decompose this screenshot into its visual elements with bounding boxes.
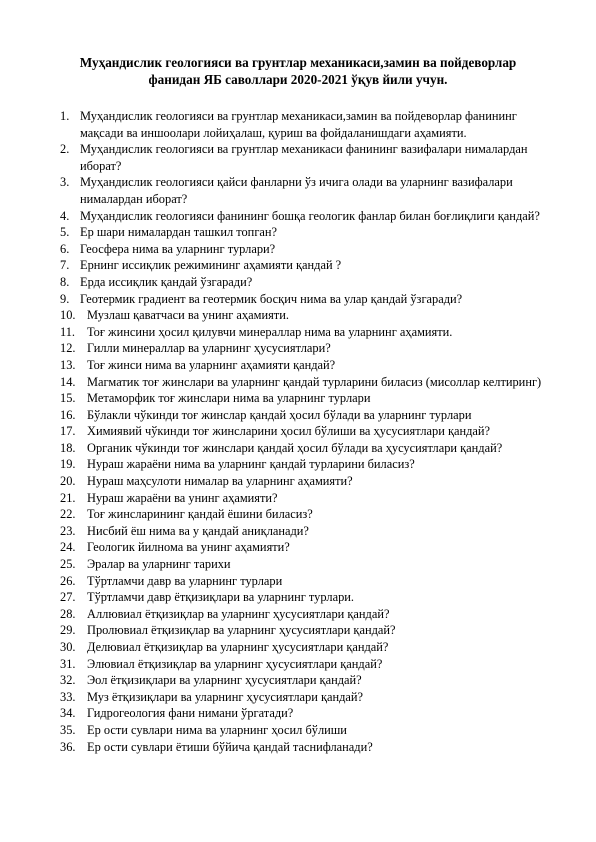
question-item [60,689,560,706]
question-text-continuation: нималардан иборат? [80,142,528,173]
question-text [87,307,560,324]
question-text-main: Аллювиал ётқизиқлар ва уларнинг ҳусусиятлари қандай? [87,606,390,621]
question-text-main: Тўртламчи давр ва уларнинг турлари [87,573,283,588]
question-text [87,473,560,490]
question-item [60,705,560,722]
question-number: 3. [60,175,70,190]
question-text [87,589,560,606]
question-item [60,490,560,507]
question-text-main: Бўлакли чўкинди тоғ жинслар қандай ҳосил бўлади ва уларнинг турлари [87,407,472,422]
question-number: 27. [60,590,76,605]
question-text-main: Нисбий ёш нима ва у қандай аниқланади? [87,523,309,538]
question-number: 1. [60,109,70,123]
question-item [60,639,560,656]
question-text-main: Геотермик градиент ва геотермик босқич нима ва улар қандай ўзгаради? [80,291,463,306]
question-number: 5. [60,225,70,240]
question-item [60,224,560,241]
question-text [80,141,560,174]
question-text [87,573,560,590]
question-text-main: Эол ётқизиқлари ва уларнинг ҳусусиятлари қандай? [87,673,362,688]
question-text [87,390,560,407]
question-number: 22. [60,507,76,522]
question-item [60,739,560,756]
question-text [87,490,560,507]
question-number: 25. [60,557,76,572]
question-text-main: Муз ётқизиқлари ва уларнинг ҳусусиятлари қандай? [87,689,364,704]
question-text-main: Муҳандислик геологияси фанининг бошқа геологик фанлар билан [80,208,431,223]
question-item [60,307,560,324]
question-item [60,473,560,490]
question-number: 23. [60,523,76,538]
question-item [60,573,560,590]
question-text-continuation: вазифалари нималардан иборат? [80,175,513,206]
question-text-main: Ер ости сувлари нима ва уларнинг ҳосил бўлиши [87,722,347,737]
question-text [87,622,560,639]
question-text [80,291,560,308]
question-text [87,722,560,739]
question-number: 32. [60,673,76,688]
document-title [60,54,536,88]
question-text-main: Метаморфик тоғ жинслари нима ва уларнинг турлари [87,391,371,406]
question-text [87,656,560,673]
question-text-main: Геосфера нима ва уларнинг турлари? [80,241,276,256]
question-item [60,407,560,424]
question-text-main: Магматик тоғ жинслари ва уларнинг қандай турларини биласиз (мисоллар [87,374,480,389]
question-text-main: Нураш жараёни нима ва уларнинг қандай турларини биласиз? [87,457,415,472]
question-item [60,589,560,606]
question-item [60,506,560,523]
question-item [60,423,560,440]
question-text-main: Муҳандислик геологияси ва грунтлар механикаси,замин ва пойдеворлар [80,109,462,123]
question-number: 2. [60,142,70,157]
question-number: 36. [60,739,76,754]
question-text-main: Тўртламчи давр ётқизиқлари ва уларнинг турлари. [87,590,355,605]
question-text [80,224,560,241]
question-number: 33. [60,689,76,704]
question-text [80,274,560,291]
question-number: 16. [60,407,76,422]
question-text [87,606,560,623]
question-text [80,241,560,258]
question-text [87,639,560,656]
question-text [87,324,560,341]
question-number: 9. [60,291,70,306]
question-text-main: Муҳандислик геологияси қайси фанларни ўз ичига олади ва уларнинг [80,175,449,190]
title-line-1: Муҳандислик геологияси ва грунтлар механикаси,замин ва пойдеворлар [79,55,517,70]
question-text [87,407,560,424]
question-text-continuation: фанининг мақсади ва иншоолари лойиҳалаш, қуриш ва фойдаланишдаги аҳамияти. [80,109,517,140]
question-item [60,174,560,207]
question-text-main: Ер шари нималардан ташкил топган? [80,225,278,240]
question-text-main: Музлаш қаватчаси ва унинг аҳамияти. [87,308,289,323]
question-text [87,739,560,756]
question-text [87,523,560,540]
question-text [87,423,560,440]
question-item [60,606,560,623]
question-text [80,208,560,225]
question-text-main: Ер ости сувлари ётиши бўйича қандай таснифланади? [87,739,373,754]
question-text [87,340,560,357]
question-number: 10. [60,308,76,323]
question-text-main: Гидрогеология фани нимани ўргатади? [87,706,294,721]
question-text [80,174,560,207]
question-item [60,274,560,291]
question-number: 18. [60,440,76,455]
question-text-continuation: боғлиқлиги қандай? [433,208,540,223]
question-item [60,257,560,274]
question-text [87,705,560,722]
question-text-main: Делювиал ётқизиқлар ва уларнинг ҳусусиятлари қандай? [87,640,389,654]
question-text-main: Химиявий чўкинди тоғ жинсларини ҳосил бўлиши ва ҳусусиятлари қандай? [87,424,491,439]
question-text [87,456,560,473]
question-item [60,672,560,689]
question-text-main: Тоғ жинси нима ва уларнинг аҳамияти қандай? [87,357,336,372]
question-text [87,556,560,573]
question-item [60,241,560,258]
question-text [80,108,560,141]
question-item [60,440,560,457]
question-number: 34. [60,706,76,721]
question-item [60,291,560,308]
question-text-main: Пролювиал ётқизиқлар ва уларнинг ҳусусиятлари қандай? [87,623,396,638]
question-text [87,689,560,706]
question-text-main: Ернинг иссиқлик режимининг аҳамияти қандай ? [80,258,342,273]
question-item [60,141,560,174]
question-text-main: Эралар ва уларнинг тарихи [87,557,231,572]
question-text-main: Тоғ жинсларининг қандай ёшини биласиз? [87,507,313,522]
question-number: 11. [60,324,76,339]
question-text-main: Ерда иссиқлик қандай ўзгаради? [80,274,253,289]
question-text [87,440,560,457]
question-text-main: Нураш маҳсулоти нималар ва уларнинг аҳамияти? [87,474,353,489]
question-number: 7. [60,258,70,273]
question-number: 20. [60,474,76,489]
question-number: 4. [60,208,70,223]
question-text [87,374,560,391]
question-number: 21. [60,490,76,505]
question-text-main: Геологик йилнома ва унинг аҳамияти? [87,540,290,555]
question-list [60,108,560,755]
question-text [80,257,560,274]
question-text [87,357,560,374]
question-item [60,523,560,540]
question-number: 17. [60,424,76,439]
question-number: 35. [60,722,76,737]
question-text-main: Тоғ жинсини ҳосил қилувчи минераллар нима ва уларнинг аҳамияти. [87,324,453,339]
question-item [60,357,560,374]
question-number: 30. [60,640,76,654]
question-item [60,722,560,739]
question-text [87,506,560,523]
question-item [60,622,560,639]
question-item [60,556,560,573]
question-item [60,456,560,473]
question-item [60,539,560,556]
question-number: 14. [60,374,76,389]
question-number: 28. [60,606,76,621]
question-item [60,374,560,391]
question-item [60,656,560,673]
question-item [60,324,560,341]
question-text-main: Муҳандислик геологияси ва грунтлар механикаси фанининг вазифалари [80,142,462,157]
question-number: 19. [60,457,76,472]
question-text [87,539,560,556]
question-item [60,108,560,141]
question-item [60,340,560,357]
question-number: 8. [60,274,70,289]
question-number: 6. [60,241,70,256]
question-number: 15. [60,391,76,406]
question-text-continuation: келтиринг) [483,374,542,389]
question-text-main: Гилли минераллар ва уларнинг ҳусусиятлари? [87,341,331,356]
question-item [60,390,560,407]
question-number: 26. [60,573,76,588]
question-number: 13. [60,357,76,372]
question-number: 24. [60,540,76,555]
title-line-2: фанидан ЯБ саволлари 2020-2021 ўқув йили учун. [148,72,448,87]
question-text-main: Нураш жараёни ва унинг аҳамияти? [87,490,278,505]
question-number: 12. [60,341,76,356]
question-item [60,208,560,225]
question-number: 31. [60,656,76,671]
question-text [87,672,560,689]
question-text-main: Органик чўкинди тоғ жинслари қандай ҳосил бўлади ва ҳусусиятлари қандай? [87,440,503,455]
question-number: 29. [60,623,76,638]
question-text-main: Элювиал ётқизиқлар ва уларнинг ҳусусиятлари қандай? [87,656,383,671]
